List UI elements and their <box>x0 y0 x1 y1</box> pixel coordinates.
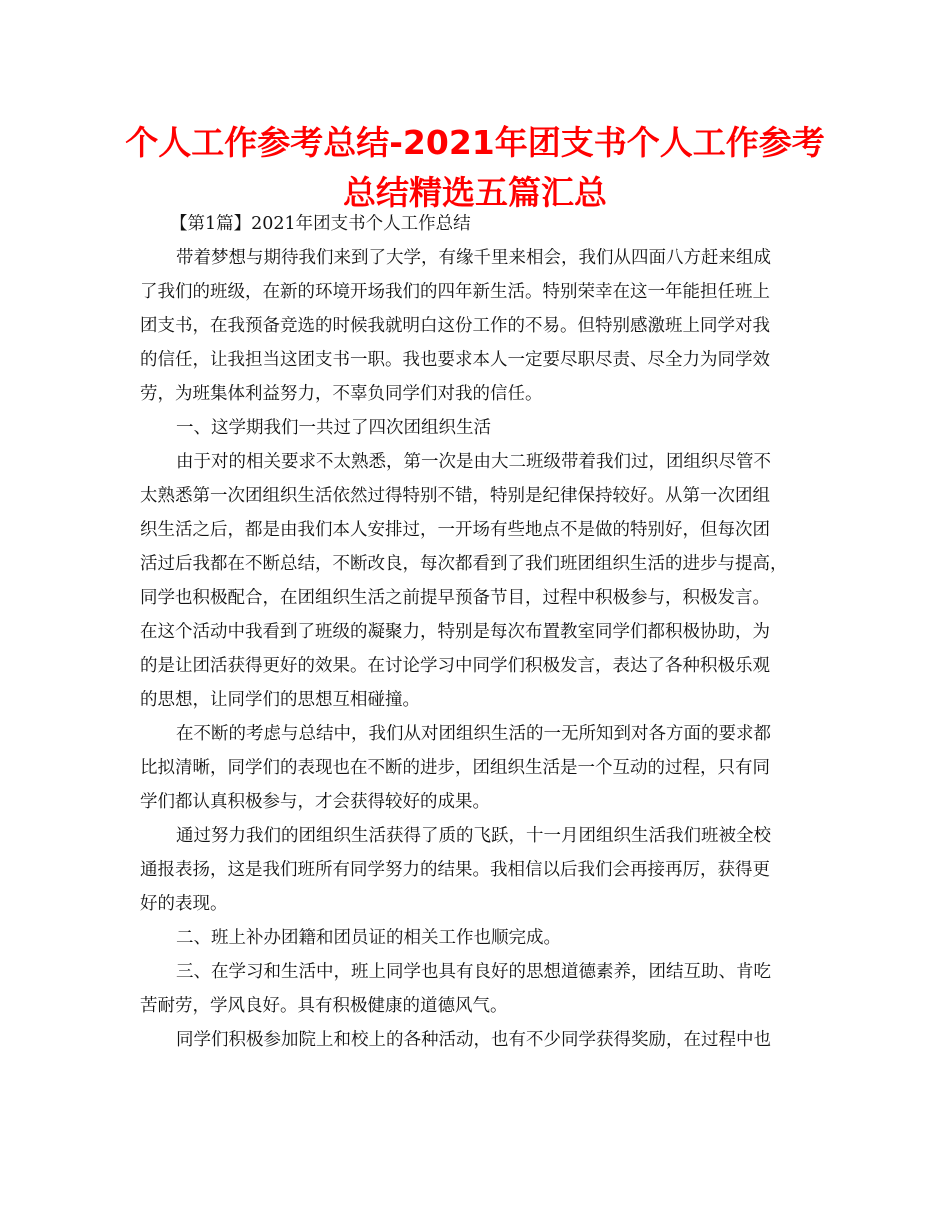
paragraph <box>140 241 812 411</box>
paragraph <box>140 717 812 819</box>
title-line-2: 总结精选五篇汇总 <box>343 173 607 212</box>
paragraph-line: 同学也积极配合，在团组织生活之前提早预备节目，过程中积极参与，积极发言。 <box>140 588 770 608</box>
paragraph-line: 在不断的考虑与总结中，我们从对团组织生活的一无所知到对各方面的要求都 <box>176 724 771 744</box>
paragraph-line: 的是让团活获得更好的效果。在讨论学习中同学们积极发言，表达了各种积极乐观 <box>140 656 770 676</box>
section-heading: 【第1篇】2021年团支书个人工作总结 <box>170 214 471 234</box>
paragraph <box>140 411 812 445</box>
paragraph-line: 好的表现。 <box>140 894 228 914</box>
paragraph-line: 二、班上补办团籍和团员证的相关工作也顺完成。 <box>176 928 561 948</box>
paragraph-line: 活过后我都在不断总结，不断改良，每次都看到了我们班团组织生活的进步与提高， <box>140 554 788 574</box>
paragraph <box>140 1023 812 1057</box>
paragraph-line: 太熟悉第一次团组织生活依然过得特别不错，特别是纪律保持较好。从第一次团组 <box>140 486 770 506</box>
paragraph-line: 在这个活动中我看到了班级的凝聚力，特别是每次布置教室同学们都积极协助，为 <box>140 622 770 642</box>
paragraph-line: 同学们积极参加院上和校上的各种活动，也有不少同学获得奖励，在过程中也 <box>176 1030 771 1050</box>
paragraph-line: 比拟清晰，同学们的表现也在不断的进步，团组织生活是一个互动的过程，只有同 <box>140 758 770 778</box>
document-title <box>120 118 830 218</box>
paragraph-line: 的思想，让同学们的思想互相碰撞。 <box>140 690 420 710</box>
paragraph <box>140 819 812 921</box>
paragraph-line: 由于对的相关要求不太熟悉，第一次是由大二班级带着我们过，团组织尽管不 <box>176 452 771 472</box>
paragraph-line: 通过努力我们的团组织生活获得了质的飞跃，十一月团组织生活我们班被全校 <box>176 826 771 846</box>
title-line-1: 个人工作参考总结-2021年团支书个人工作参考 <box>125 123 825 162</box>
paragraph-line: 三、在学习和生活中，班上同学也具有良好的思想道德素养，团结互助、肯吃 <box>176 962 771 982</box>
paragraph <box>140 921 812 955</box>
paragraph-line: 一、这学期我们一共过了四次团组织生活 <box>176 418 491 438</box>
document-body <box>140 207 812 1057</box>
paragraph-line: 了我们的班级，在新的环境开场我们的四年新生活。特别荣幸在这一年能担任班上 <box>140 282 770 302</box>
paragraph <box>140 955 812 1023</box>
paragraph-line: 学们都认真积极参与，才会获得较好的成果。 <box>140 792 490 812</box>
paragraph-line: 苦耐劳，学风良好。具有积极健康的道德风气。 <box>140 996 508 1016</box>
paragraph <box>140 445 812 717</box>
paragraph-line: 通报表扬，这是我们班所有同学努力的结果。我相信以后我们会再接再厉，获得更 <box>140 860 770 880</box>
paragraph-line: 带着梦想与期待我们来到了大学，有缘千里来相会，我们从四面八方赶来组成 <box>176 248 771 268</box>
paragraph-line: 织生活之后，都是由我们本人安排过，一开场有些地点不是做的特别好，但每次团 <box>140 520 770 540</box>
paragraph-line: 的信任，让我担当这团支书一职。我也要求本人一定要尽职尽责、尽全力为同学效 <box>140 350 770 370</box>
paragraph-list <box>140 241 812 1057</box>
paragraph-line: 劳，为班集体利益努力，不辜负同学们对我的信任。 <box>140 384 543 404</box>
paragraph-line: 团支书，在我预备竞选的时候我就明白这份工作的不易。但特别感激班上同学对我 <box>140 316 770 336</box>
